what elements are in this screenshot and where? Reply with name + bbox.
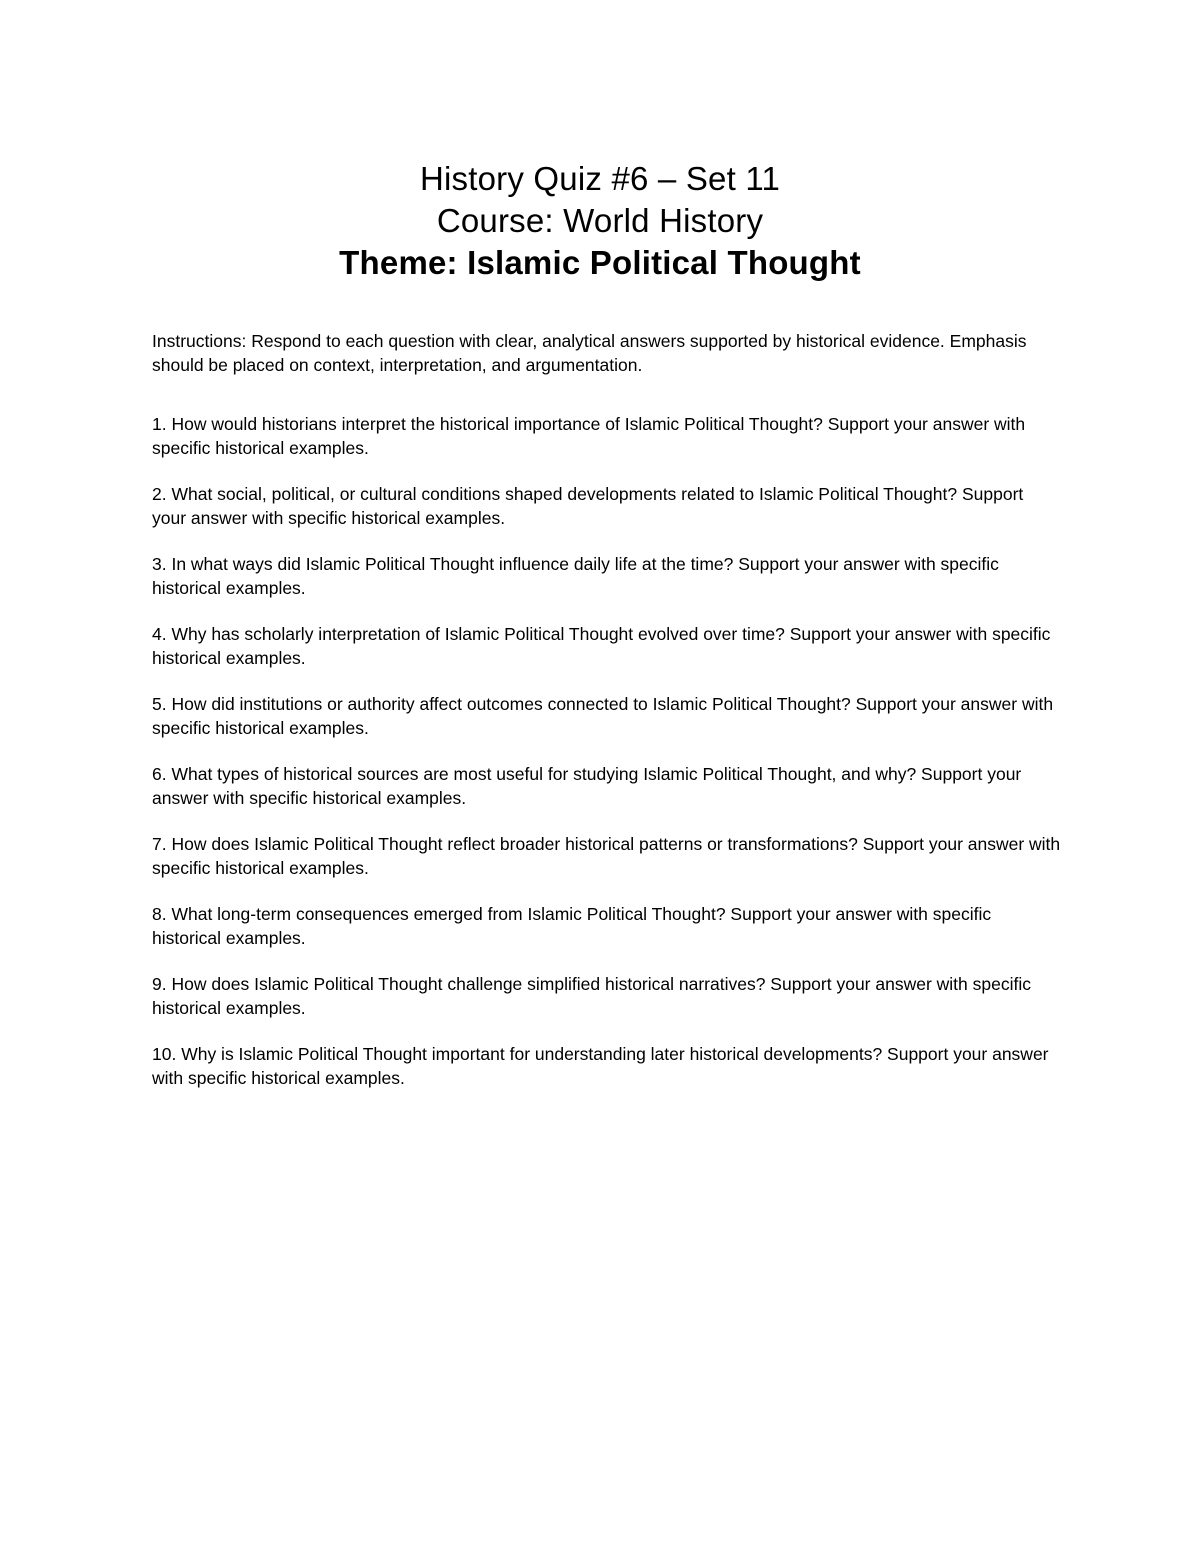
question-9: 9. How does Islamic Political Thought challenge simplified historical narratives? Support your answer with specific historical examples. [152, 974, 1031, 1018]
question-6: 6. What types of historical sources are most useful for studying Islamic Political Thought, and why? Support your answer with specific historical examples. [152, 764, 1022, 808]
question-8: 8. What long-term consequences emerged from Islamic Political Thought? Support your answer with specific historical examples. [152, 904, 992, 948]
question-list [152, 413, 1062, 1090]
course-heading: Course: World History [436, 202, 764, 239]
question-5: 5. How did institutions or authority affect outcomes connected to Islamic Political Thought? Support your answer with specific historical examples. [152, 694, 1054, 738]
instructions-paragraph: Instructions: Respond to each question with clear, analytical answers supported by historical evidence. Emphasis should be placed on context, interpretation, and argumentation. [152, 331, 1027, 375]
question-10: 10. Why is Islamic Political Thought important for understanding later historical developments? Support your answer with specific historical examples. [152, 1044, 1049, 1088]
theme-heading: Theme: Islamic Political Thought [339, 244, 861, 281]
question-2: 2. What social, political, or cultural conditions shaped developments related to Islamic Political Thought? Support your answer with specific historical examples. [152, 484, 1024, 528]
question-4: 4. Why has scholarly interpretation of Islamic Political Thought evolved over time? Support your answer with specific historical examples. [152, 624, 1051, 668]
question-1: 1. How would historians interpret the historical importance of Islamic Political Thought? Support your answer with specific historical examples. [152, 414, 1026, 458]
question-3: 3. In what ways did Islamic Political Thought influence daily life at the time? Support your answer with specific historical examples. [152, 554, 999, 598]
question-7: 7. How does Islamic Political Thought reflect broader historical patterns or transformations? Support your answer with specific historical examples. [152, 834, 1061, 878]
title-block [0, 158, 1200, 284]
document-body [152, 330, 1062, 1113]
quiz-title: History Quiz #6 – Set 11 [419, 160, 781, 197]
